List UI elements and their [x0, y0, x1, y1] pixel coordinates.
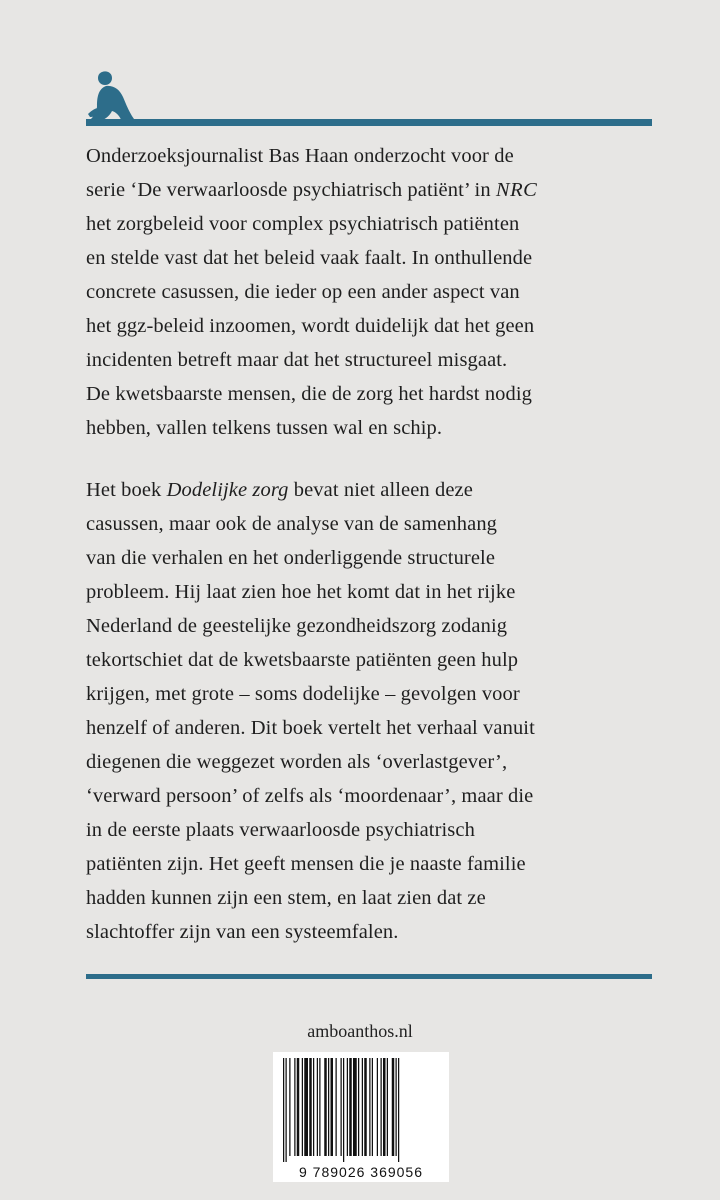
- barcode-bar: [358, 1058, 359, 1156]
- p2-line: krijgen, met grote – soms dodelijke – gevolgen voor: [86, 683, 520, 705]
- bottom-divider: [86, 974, 652, 979]
- book-title: Dodelijke zorg: [166, 479, 289, 501]
- p2-line-with-title: [86, 473, 652, 507]
- barcode-bar: [398, 1058, 399, 1162]
- newspaper-name: NRC: [495, 179, 538, 201]
- barcode-bar: [369, 1058, 370, 1156]
- p2-line: van die verhalen en het onderliggende structurele: [86, 547, 496, 569]
- barcode-bar: [347, 1058, 348, 1156]
- p2-line: Nederland de geestelijke gezondheidszorg zodanig: [86, 615, 508, 637]
- p2-prefix: Het boek: [86, 479, 167, 501]
- barcode-bar: [331, 1058, 334, 1156]
- p1-line: concrete casussen, die ieder op een ander aspect van: [86, 281, 520, 303]
- barcode-bar: [343, 1058, 344, 1162]
- p2-line: tekortschiet dat de kwetsbaarste patiënten geen hulp: [86, 649, 519, 671]
- p2-line: henzelf of anderen. Dit boek vertelt het verhaal vanuit: [86, 717, 535, 739]
- p1-line: het ggz-beleid inzoomen, wordt duidelijk dat het geen: [86, 315, 535, 337]
- p1-line: De kwetsbaarste mensen, die de zorg het hardst nodig: [86, 383, 533, 405]
- p2-line: diegenen die weggezet worden als ‘overlastgever’,: [86, 751, 508, 773]
- barcode-bar: [349, 1058, 352, 1156]
- p2-line: probleem. Hij laat zien hoe het komt dat in het rijke: [86, 581, 516, 603]
- p2-line: ‘verward persoon’ of zelfs als ‘moordenaar’, maar die: [86, 785, 534, 807]
- barcode-bar: [396, 1058, 397, 1156]
- barcode-bar: [317, 1058, 318, 1156]
- barcode-bar: [336, 1058, 337, 1156]
- barcode-bar: [304, 1058, 308, 1156]
- p1-line: incidenten betreft maar dat het structureel misgaat.: [86, 349, 508, 371]
- publisher-website: amboanthos.nl: [307, 1021, 413, 1041]
- barcode-bar: [377, 1058, 378, 1156]
- barcode-bar: [294, 1058, 295, 1156]
- description-paragraph-2: [86, 473, 652, 949]
- barcode-bar: [353, 1058, 357, 1156]
- p2-line: slachtoffer zijn van een systeemfalen.: [86, 921, 399, 943]
- barcode-bar: [381, 1058, 382, 1156]
- barcode-bar: [309, 1058, 312, 1156]
- barcode-bar: [387, 1058, 388, 1156]
- description-paragraph-1: [86, 139, 652, 445]
- barcode-bar: [341, 1058, 342, 1156]
- barcode-bar: [392, 1058, 395, 1156]
- top-divider: [86, 119, 652, 126]
- p1-line: en stelde vast dat het beleid vaak faalt. In onthullende: [86, 247, 533, 269]
- barcode-bar: [319, 1058, 320, 1156]
- crouching-figure-icon: [84, 70, 136, 126]
- barcode-bar: [283, 1058, 284, 1162]
- p2-line: in de eerste plaats verwaarloosde psychiatrisch: [86, 819, 475, 841]
- barcode-bar: [324, 1058, 327, 1156]
- p2-suffix: bevat niet alleen deze: [288, 479, 473, 501]
- barcode-bar: [383, 1058, 386, 1156]
- p1-line: hebben, vallen telkens tussen wal en schip.: [86, 417, 443, 439]
- barcode-bar: [297, 1058, 300, 1156]
- p2-line: patiënten zijn. Het geeft mensen die je naaste familie: [86, 853, 526, 875]
- barcode-bar: [302, 1058, 303, 1156]
- barcode-bar: [289, 1058, 290, 1156]
- isbn-barcode: [273, 1052, 449, 1182]
- p2-line: casussen, maar ook de analyse van de samenhang: [86, 513, 498, 535]
- p1-line-text: serie ‘De verwaarloosde psychiatrisch patiënt’ in: [86, 179, 496, 201]
- p1-line: het zorgbeleid voor complex psychiatrisch patiënten: [86, 213, 520, 235]
- barcode-bar: [362, 1058, 363, 1156]
- isbn-digits: 9 789026 369056: [299, 1164, 423, 1180]
- p1-line-with-newspaper: [86, 173, 652, 207]
- barcode-bar: [313, 1058, 314, 1156]
- barcode-bar: [328, 1058, 329, 1156]
- barcode-bar: [364, 1058, 367, 1156]
- barcode-bar: [286, 1058, 287, 1162]
- p1-line: Onderzoeksjournalist Bas Haan onderzocht voor de: [86, 145, 514, 167]
- p2-line: hadden kunnen zijn een stem, en laat zien dat ze: [86, 887, 486, 909]
- barcode-bar: [372, 1058, 373, 1156]
